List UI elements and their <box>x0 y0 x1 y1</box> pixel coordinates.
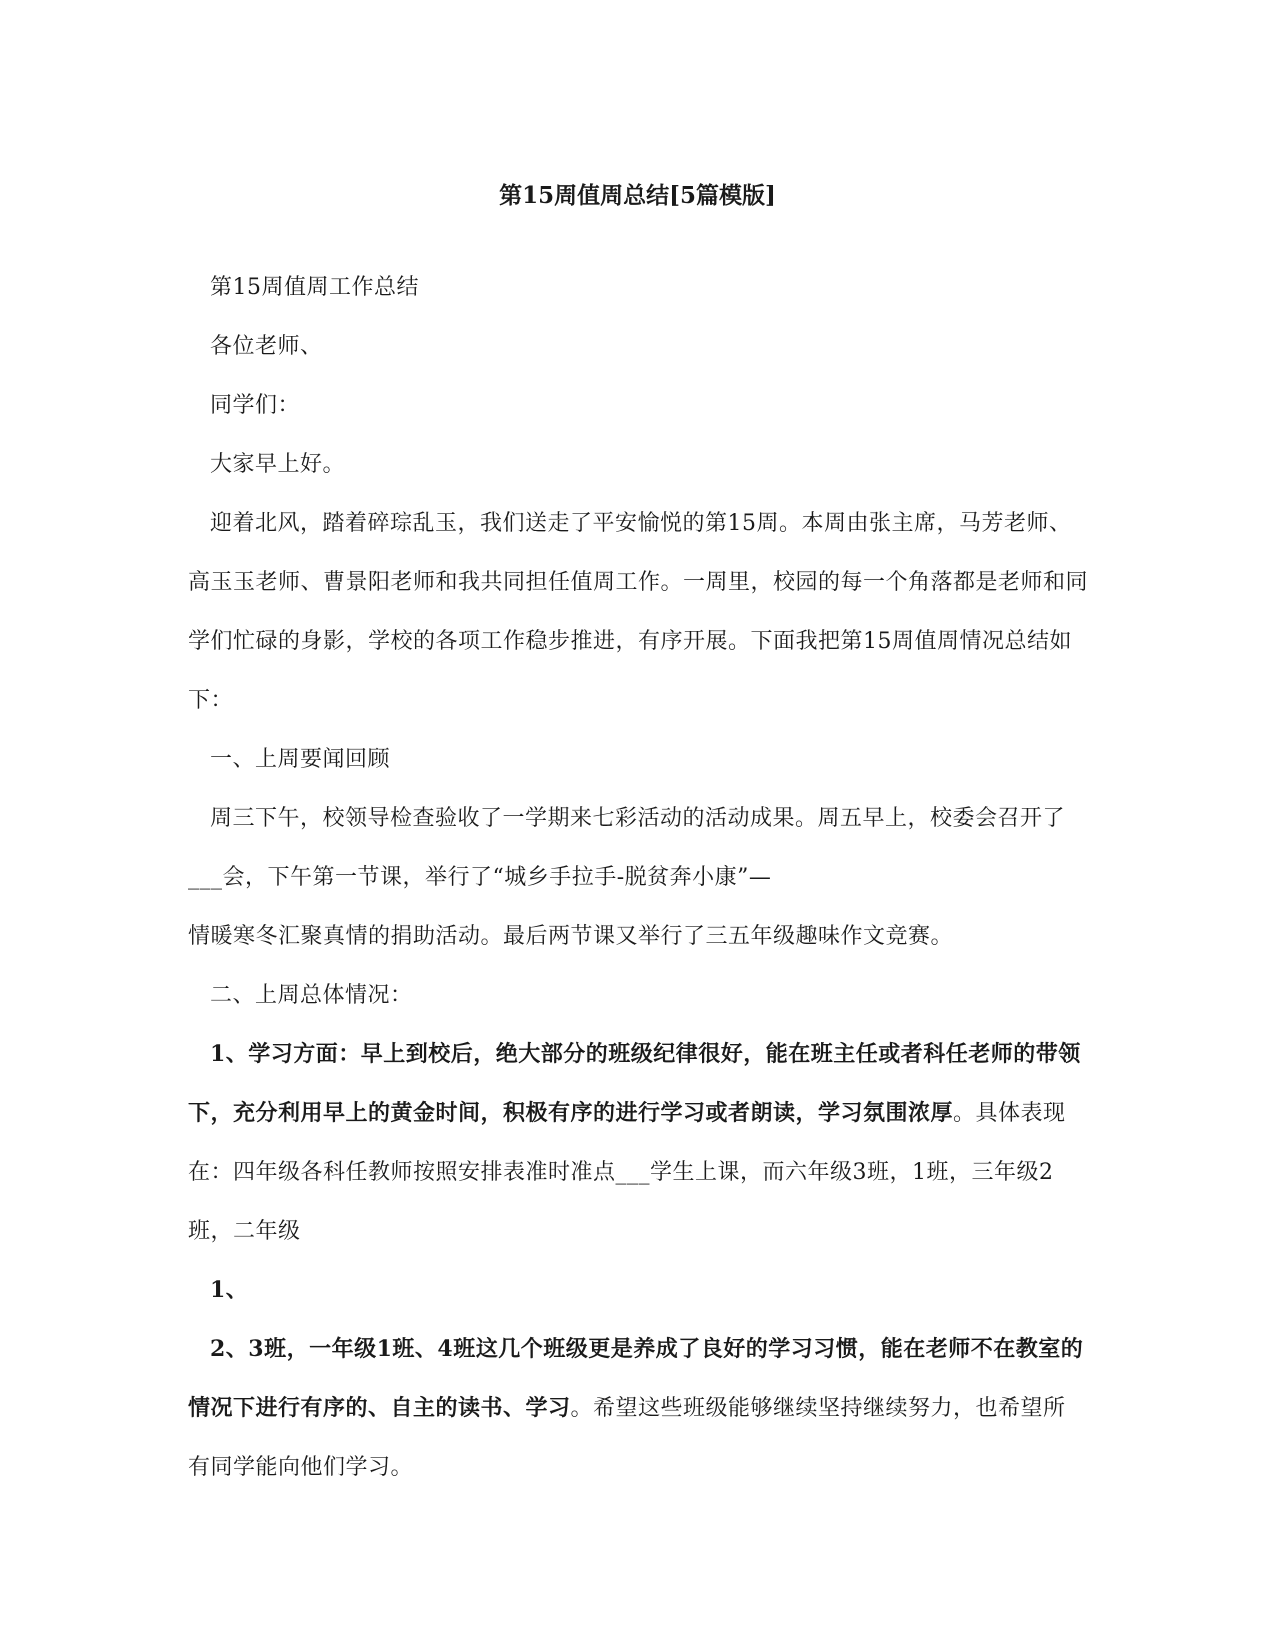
intro-paragraph: 迎着北风，踏着碎琮乱玉，我们送走了平安愉悦的第15周。本周由张主席，马芳老师、高玉玉老师、曹景阳老师和我共同担任值周工作。一周里，校园的每一个角落都是老师和同学们忙碌的身影，学校的各项工作稳步推进，有序开展。下面我把第15周值周情况总结如下： <box>188 511 1089 713</box>
salutation-students: 同学们： <box>210 393 301 418</box>
item-1-paragraph <box>188 1025 1088 1261</box>
section-1-body: 周三下午，校领导检查验收了一学期来七彩活动的活动成果。周五早上，校委会召开了___会，下午第一节课，举行了“城乡手拉手-脱贫奔小康”— <box>188 806 1066 890</box>
section-2-heading: 二、上周总体情况： <box>210 983 413 1008</box>
greeting: 大家早上好。 <box>210 452 346 477</box>
item-2-normal-text: 。希望这些班级能够继续坚持继续努力，也希望所有同学能向他们学习。 <box>188 1396 1066 1480</box>
salutation-teachers: 各位老师、 <box>210 334 323 359</box>
section-1-body-continued: 情暖寒冬汇聚真情的捐助活动。最后两节课又举行了三五年级趣味作文竞赛。 <box>188 924 954 949</box>
section-1-heading: 一、上周要闻回顾 <box>210 747 391 772</box>
document-subtitle: 第15周值周工作总结 <box>210 275 419 300</box>
item-number-fragment: 1、 <box>210 1277 249 1303</box>
item-2-bold-text: 2、3班，一年级1班、4班这几个班级更是养成了良好的学习习惯，能在老师不在教室的情况下进行有序的、自主的读书、学习 <box>188 1336 1084 1421</box>
item-1-bold-text: 1、学习方面：早上到校后，绝大部分的班级纪律很好，能在班主任或者科任老师的带领下，充分利用早上的黄金时间，积极有序的进行学习或者朗读，学习氛围浓厚 <box>188 1041 1081 1126</box>
item-1-normal-text: 。具体表现在：四年级各科任教师按照安排表准时准点___学生上课，而六年级3班，1班，三年级2班，二年级 <box>188 1101 1066 1244</box>
item-2-paragraph <box>188 1320 1088 1497</box>
document-title: 第15周值周总结[5篇模版] <box>499 182 776 209</box>
document-body <box>188 258 1088 1497</box>
